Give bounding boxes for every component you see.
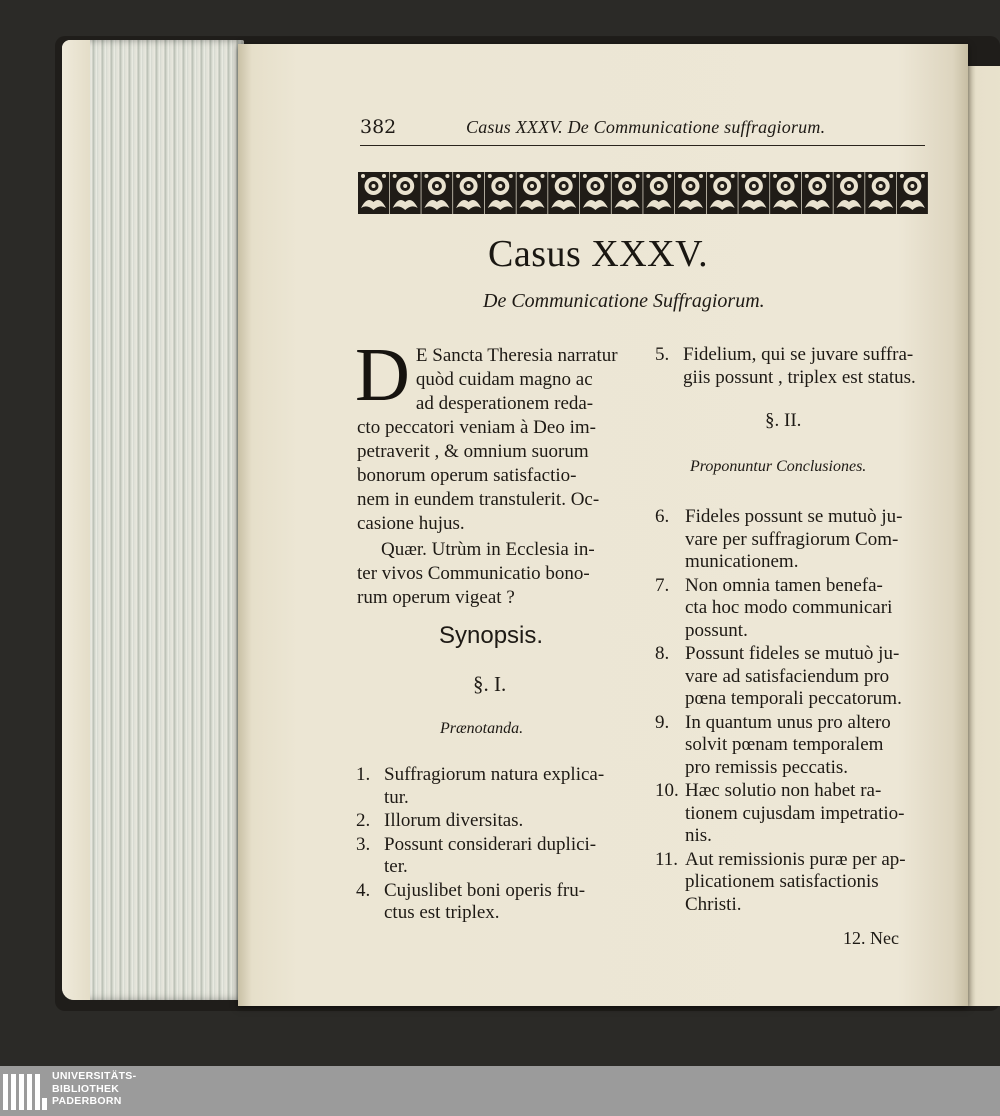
library-footer-bar — [0, 1066, 1000, 1116]
item-line: solvit pœnam temporalem — [685, 734, 884, 755]
item-line: Hæc solutio non habet ra- — [685, 780, 882, 801]
item-line: ter. — [384, 856, 408, 877]
item-number: 11. — [655, 848, 679, 870]
section-one-heading: §. I. — [473, 672, 507, 696]
list-item — [356, 764, 644, 809]
case-subtitle: De Communicatione Suffragiorum. — [483, 290, 765, 312]
printer-ornament-band — [358, 170, 928, 216]
list-item — [655, 506, 925, 574]
synopsis-list-left — [356, 764, 644, 926]
page-edges — [62, 40, 244, 1000]
list-item — [655, 780, 925, 848]
intro-paragraph — [355, 333, 639, 536]
intro-line: cto peccatori veniam à Deo im- — [357, 417, 596, 438]
item-number: 10. — [655, 780, 679, 801]
intro-line: E Sancta Theresia narratur — [415, 345, 618, 366]
item-line: nis. — [685, 825, 712, 846]
item-line: Christi. — [685, 893, 742, 915]
item-line: Aut remissionis puræ per ap- — [685, 848, 906, 870]
item-line: plicationem satisfactionis — [685, 871, 879, 892]
item-line: municationem. — [685, 551, 799, 572]
question-line: rum operum vigeat ? — [357, 587, 515, 608]
intro-line: bonorum operum satisfactio- — [357, 465, 577, 486]
item-number: 2. — [356, 810, 371, 831]
item-number: 7. — [655, 574, 670, 596]
intro-line: petraverit , & omnium suorum — [357, 441, 589, 462]
list-item — [655, 344, 925, 389]
library-name-line: PADERBORN — [52, 1095, 122, 1107]
catchword: 12. Nec — [843, 928, 899, 948]
list-item — [655, 712, 925, 780]
item-line: pœna temporali peccatorum. — [685, 688, 902, 709]
item-line: Fideles possunt se mutuò ju- — [685, 506, 903, 527]
intro-line: ad desperationem reda- — [415, 393, 594, 414]
item-line: tionem cujusdam impetratio- — [685, 802, 905, 824]
item-text — [685, 849, 925, 917]
item-line: cta hoc modo communicari — [685, 597, 893, 618]
question-line: Quær. Utrùm in Ecclesia in- — [381, 539, 595, 560]
item-text — [384, 810, 644, 833]
list-item — [356, 834, 644, 879]
intro-column — [355, 333, 639, 610]
synopsis-heading: Synopsis. — [439, 622, 544, 649]
library-name-line: UNIVERSITÄTS- — [52, 1070, 137, 1082]
item-number: 8. — [655, 643, 670, 664]
item-number: 5. — [655, 344, 670, 365]
item-text — [685, 643, 925, 711]
running-head — [360, 116, 925, 146]
item-text — [685, 712, 925, 780]
running-head-title: Casus XXXV. De Communicatione suffragiorum. — [466, 117, 826, 137]
item-line: giis possunt , triplex est status. — [683, 366, 916, 388]
item-line: In quantum unus pro altero — [685, 711, 891, 733]
item-line: Possunt fideles se mutuò ju- — [685, 643, 900, 664]
item-text — [685, 575, 925, 643]
item-line: vare per suffragiorum Com- — [685, 528, 899, 550]
drop-cap: D — [355, 333, 410, 417]
item-line: Suffragiorum natura explica- — [384, 764, 605, 785]
item-line: Fidelium, qui se juvare suffra- — [683, 344, 914, 365]
section-two-title: Proponuntur Conclusiones. — [690, 458, 867, 475]
item-line: Non omnia tamen benefa- — [685, 574, 883, 596]
list-item — [655, 849, 925, 917]
intro-line: nem in eundem transtulerit. Oc- — [357, 489, 600, 510]
item-line: Possunt considerari duplici- — [384, 833, 597, 855]
question-paragraph — [357, 538, 639, 610]
intro-line: casione hujus. — [357, 513, 465, 534]
library-logo-icon — [0, 1070, 48, 1114]
item-line: ctus est triplex. — [384, 902, 500, 923]
item-number: 4. — [356, 879, 371, 901]
item-text — [685, 780, 925, 848]
list-item — [356, 880, 644, 925]
list-item — [356, 810, 644, 833]
list-item — [655, 643, 925, 711]
section-one-title: Prænotanda. — [440, 720, 524, 737]
item-line: possunt. — [685, 619, 748, 641]
item-line: Cujuslibet boni operis fru- — [384, 879, 586, 901]
list-item — [655, 575, 925, 643]
item-line: Illorum diversitas. — [384, 810, 524, 831]
synopsis-list-right — [655, 506, 925, 917]
item-line: vare ad satisfaciendum pro — [685, 665, 890, 687]
item-number: 6. — [655, 506, 670, 527]
intro-line: quòd cuidam magno ac — [415, 369, 593, 390]
item-text — [683, 344, 925, 389]
item-line: tur. — [384, 786, 409, 808]
item-number: 1. — [356, 764, 371, 785]
section-two-heading: §. II. — [765, 410, 802, 431]
synopsis-list-right-top — [655, 344, 925, 390]
item-text — [384, 764, 644, 809]
library-name — [52, 1070, 136, 1108]
item-number: 9. — [655, 711, 670, 733]
question-line: ter vivos Communicatio bono- — [357, 563, 590, 584]
item-text — [685, 506, 925, 574]
item-number: 3. — [356, 833, 371, 855]
item-text — [384, 834, 644, 879]
page-number: 382 — [360, 116, 397, 138]
item-line: pro remissis peccatis. — [685, 756, 849, 778]
case-title: Casus XXXV. — [488, 233, 709, 275]
library-name-line: BIBLIOTHEK — [52, 1082, 120, 1095]
item-text — [384, 880, 644, 925]
facing-page-edge — [966, 66, 1000, 1006]
